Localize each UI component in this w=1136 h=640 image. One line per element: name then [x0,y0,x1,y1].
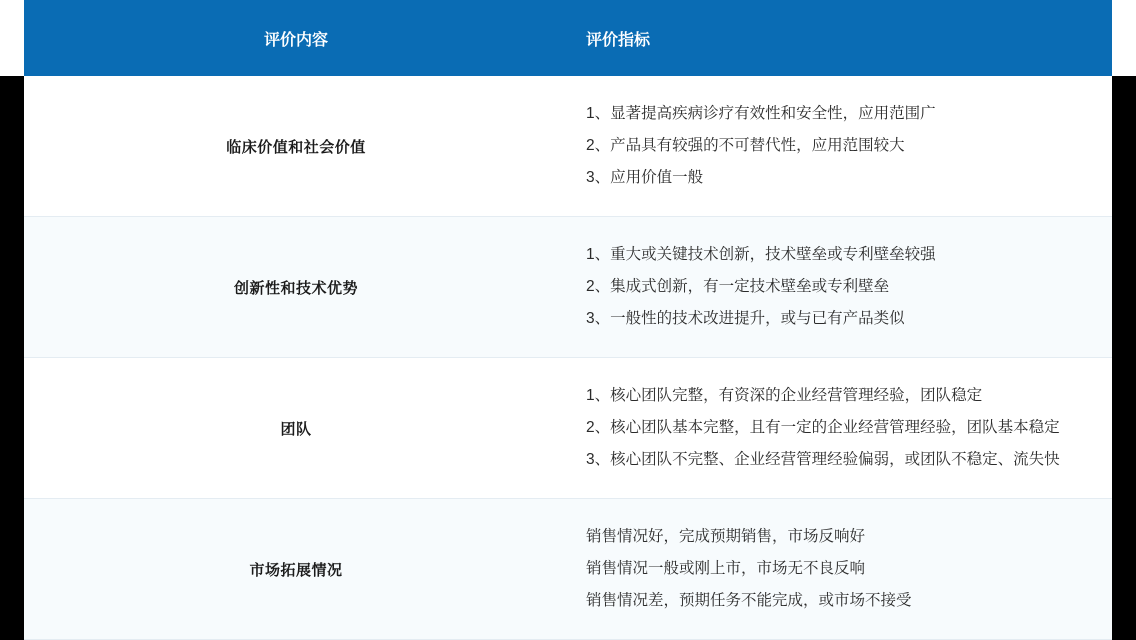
column-header-indicator-label: 评价指标 [586,31,651,49]
row-item: 3、一般性的技术改进提升，或与已有产品类似 [586,310,905,327]
row-item: 2、产品具有较强的不可替代性，应用范围较大 [586,137,905,154]
evaluation-table [24,0,1112,640]
column-header-content [24,0,568,76]
row-label: 市场拓展情况 [249,561,343,579]
table-header-row [24,0,1112,76]
row-label-cell [24,358,568,499]
column-header-indicator [568,0,1112,76]
table-body [24,76,1112,640]
table-row [24,217,1112,358]
row-label: 创新性和技术优势 [233,279,358,297]
row-items-cell [568,217,1112,358]
row-label-cell [24,499,568,640]
column-header-content-label: 评价内容 [263,31,328,49]
row-item: 销售情况一般或刚上市，市场无不良反响 [586,560,866,577]
row-item: 2、核心团队基本完整，且有一定的企业经营管理经验，团队基本稳定 [586,419,1060,436]
row-label-cell [24,76,568,217]
right-edge-bar [1112,76,1136,619]
row-item: 3、应用价值一般 [586,169,704,186]
row-label-cell [24,217,568,358]
row-item: 销售情况差，预期任务不能完成，或市场不接受 [586,592,912,609]
row-items-cell [568,358,1112,499]
row-item: 1、显著提高疾病诊疗有效性和安全性，应用范围广 [586,105,936,122]
left-edge-bar [0,76,24,619]
row-item: 3、核心团队不完整、企业经营管理经验偏弱，或团队不稳定、流失快 [586,451,1060,468]
row-item: 1、核心团队完整，有资深的企业经营管理经验，团队稳定 [586,387,983,404]
table-row [24,76,1112,217]
row-item: 销售情况好，完成预期销售，市场反响好 [586,528,866,545]
table-row [24,499,1112,640]
table-row [24,358,1112,499]
row-items-cell [568,499,1112,640]
row-item: 1、重大或关键技术创新，技术壁垒或专利壁垒较强 [586,246,936,263]
row-item: 2、集成式创新，有一定技术壁垒或专利壁垒 [586,278,890,295]
row-items-cell [568,76,1112,217]
row-label: 临床价值和社会价值 [226,138,366,156]
row-label: 团队 [280,420,312,438]
table-header [24,0,1112,76]
